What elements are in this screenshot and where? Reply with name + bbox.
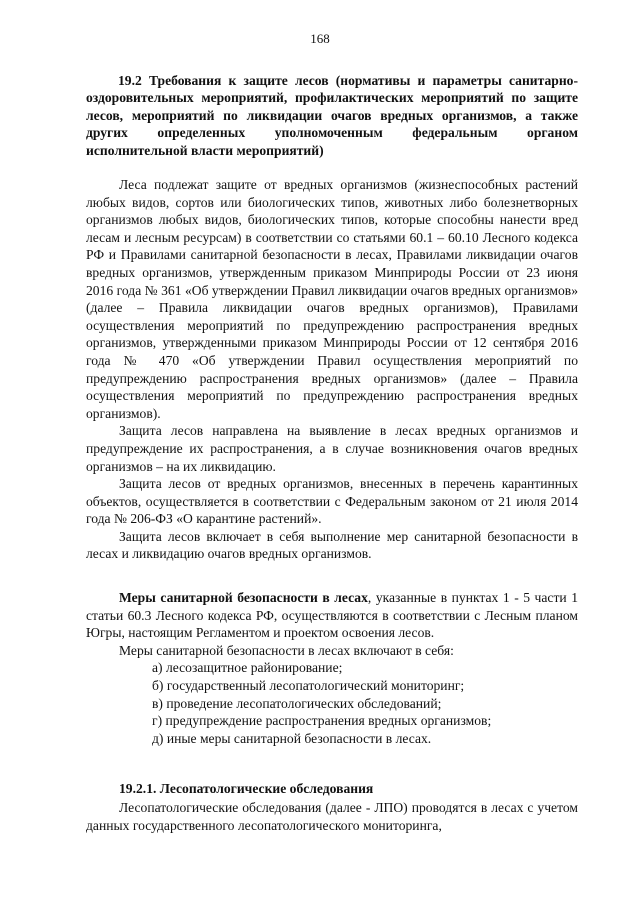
list-item: д) иные меры санитарной безопасности в лесах. [152,730,432,746]
list-item: г) предупреждение распространения вредных организмов; [152,713,492,729]
page-number: 168 [310,31,330,46]
lpo-section [86,799,578,834]
paragraph-forest-protection-basis: Леса подлежат защите от вредных организмов (жизнеспособных растений любых видов, сортов или биологических типов, животных либо болезнетворных организмов любых видов, биологических типов, которые способны нанести вред лесам и лесным ресурсам) в соответствии со статьями 60.1 – 60.10 Лесного кодекса РФ и Правилами санитарной безопасности в лесах, Правилами ликвидации очагов вредных организмов, утвержденным приказом Минприроды России от 23 июня 2016 года № 361 «Об утверждении Правил ликвидации очагов вредных организмов» (далее – Правила ликвидации очагов вредных организмов), Правилами осуществления мероприятий по предупреждению распространения вредных организмов, утвержденными приказом Минприроды России от 12 сентября 2016 года № 470 «Об утверждении Правил осуществления мероприятий по предупреждению распространения вредных организмов» (далее – Правила осуществления мероприятий по предупреждению распространения вредных организмов). [86,177,578,421]
paragraph-sanitary-measures [86,589,578,642]
section-title-text: 19.2 Требования к защите лесов (нормативы и параметры санитарно-оздоровительных мероприятий, профилактических мероприятий по защите лесов, мероприятий по ликвидации очагов вредных организмов, а также других определенных уполномоченным федеральным органом исполнительной власти мероприятий) [86,73,578,158]
sanitary-measures-lead: Меры санитарной безопасности в лесах [119,590,368,605]
paragraph-protection-includes: Защита лесов включает в себя выполнение мер санитарной безопасности в лесах и ликвидацию очагов вредных организмов. [86,528,578,562]
sanitary-measures-text: , указанные в пунктах 1 - 5 части 1 статьи 60.3 Лесного кодекса РФ, осуществляются в соответствии с Лесным планом Югры, настоящим Регламентом и проектом освоения лесов. [86,590,578,641]
paragraph-protection-purpose: Защита лесов направлена на выявление в лесах вредных организмов и предупреждение их распространения, а в случае возникновения очагов вредных организмов – на их ликвидацию. [86,423,578,474]
intro-section [86,176,578,563]
subsection-title: 19.2.1. Лесопатологические обследования [119,781,374,796]
list-item: в) проведение лесопатологических обследований; [152,695,442,711]
list-item: а) лесозащитное районирование; [152,660,343,676]
paragraph-quarantine-objects: Защита лесов от вредных организмов, внесенных в перечень карантинных объектов, осуществляется в соответствии с Федеральным законом от 21 июля 2014 года № 206-ФЗ «О карантине растений». [86,476,578,527]
sanitary-list-intro: Меры санитарной безопасности в лесах включают в себя: [119,642,454,658]
section-title [86,72,578,159]
sanitary-measures-section [86,589,578,747]
list-item: б) государственный лесопатологический мониторинг; [152,677,465,693]
paragraph-lpo: Лесопатологические обследования (далее - ЛПО) проводятся в лесах с учетом данных государственного лесопатологического мониторинга, [86,800,578,833]
